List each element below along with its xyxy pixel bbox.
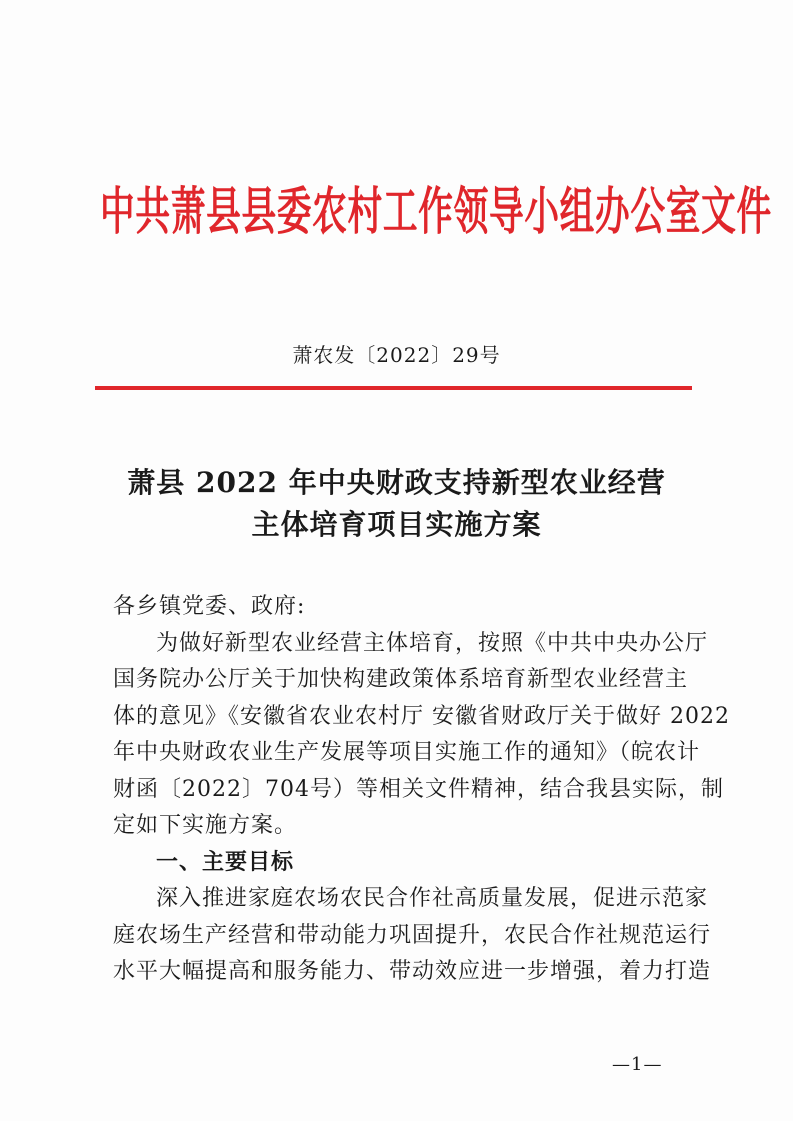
document-body — [113, 589, 730, 991]
body-line: 为做好新型农业经营主体培育，按照《中共中央办公厅 — [156, 630, 709, 656]
body-line: 国务院办公厅关于加快构建政策体系培育新型农业经营主 — [113, 667, 689, 692]
section-heading: 一、主要目标 — [156, 849, 295, 875]
body-line: 水平大幅提高和服务能力、带动效应进一步增强，着力打造 — [113, 959, 712, 984]
body-line: 财函〔2022〕704号）等相关文件精神，结合我县实际，制 — [113, 776, 724, 802]
document-title-line-1: 萧县 2022 年中央财政支持新型农业经营 — [127, 466, 666, 499]
body-line: 体的意见》《安徽省农业农村厅 安徽省财政厅关于做好 2022 — [113, 703, 730, 729]
salutation: 各乡镇党委、政府: — [113, 594, 306, 619]
body-line: 定如下实施方案。 — [113, 813, 298, 838]
red-divider-line — [95, 386, 692, 390]
document-title-line-2: 主体培育项目实施方案 — [251, 508, 542, 541]
page-number: —1— — [612, 1054, 663, 1075]
body-line: 年中央财政农业生产发展等项目实施工作的通知》（皖农计 — [113, 740, 701, 765]
issuer-header: 中共萧县县委农村工作领导小组办公室文件 — [100, 182, 772, 242]
body-line: 深入推进家庭农场农民合作社高质量发展，促进示范家 — [156, 886, 709, 911]
body-line: 庭农场生产经营和带动能力巩固提升，农民合作社规范运行 — [113, 922, 712, 948]
document-number: 萧农发〔2022〕29号 — [292, 343, 501, 367]
